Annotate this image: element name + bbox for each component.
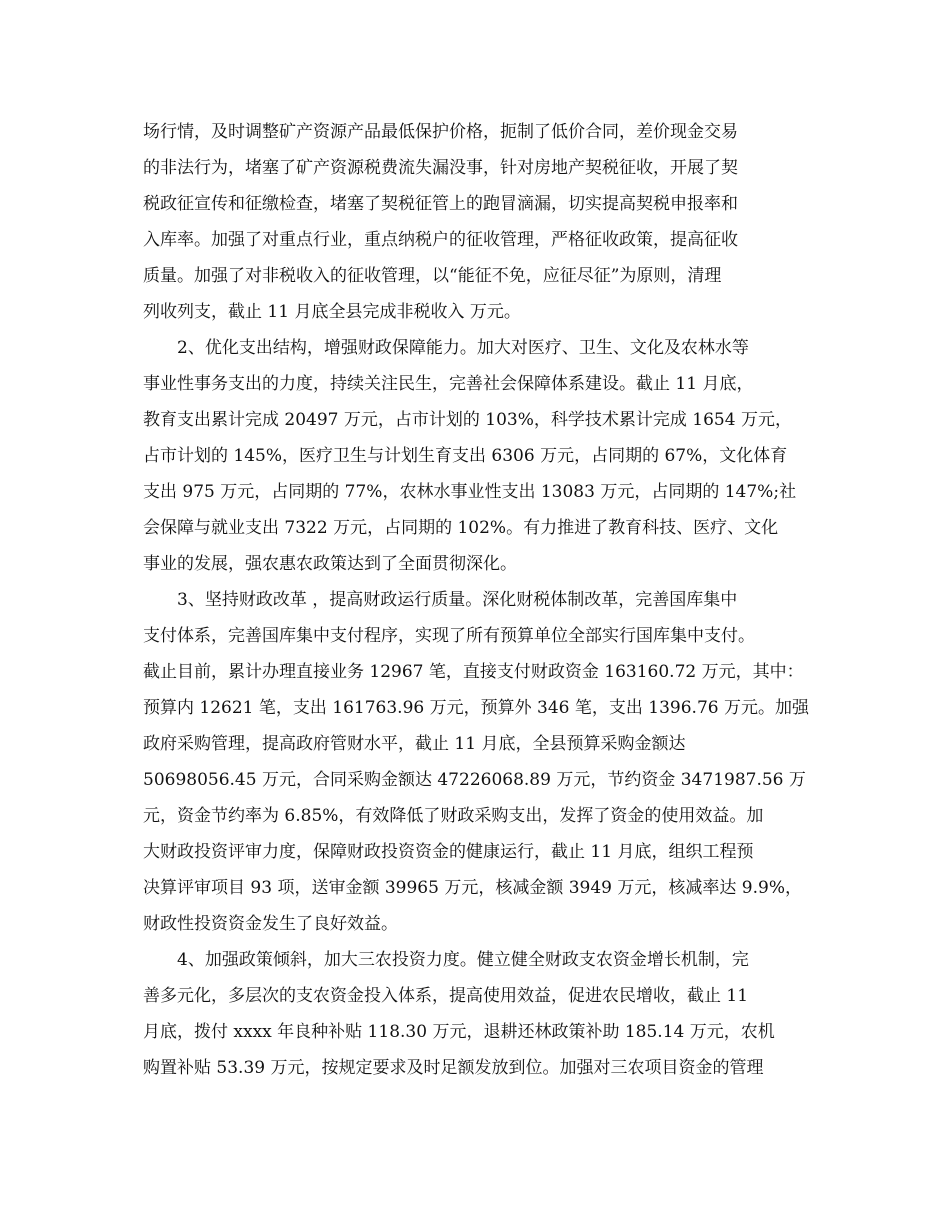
text-line: 大财政投资评审力度，保障财政投资资金的健康运行，截止 11 月底，组织工程预 xyxy=(143,842,754,862)
text-line: 50698056.45 万元，合同采购金额达 47226068.89 万元，节约资金 3471987.56 万 xyxy=(143,770,806,790)
text-line: 事业的发展，强农惠农政策达到了全面贯彻深化。 xyxy=(143,554,517,574)
text-line: 会保障与就业支出 7322 万元，占同期的 102%。有力推进了教育科技、医疗、文化 xyxy=(143,518,779,538)
text-line: 截止目前，累计办理直接业务 12967 笔，直接支付财政资金 163160.72 万元，其中： xyxy=(143,662,804,682)
paragraph xyxy=(143,582,813,942)
text-line: 月底，拨付 xxxx 年良种补贴 118.30 万元，退耕还林政策补助 185.14 万元，农机 xyxy=(143,1022,775,1042)
text-line: 支付体系，完善国库集中支付程序，实现了所有预算单位全部实行国库集中支付。 xyxy=(143,626,755,646)
text-line: 的非法行为，堵塞了矿产资源税费流失漏没事，针对房地产契税征收，开展了契 xyxy=(143,158,738,178)
text-line: 3、坚持财政改革 ，提高财政运行质量。深化财税体制改革，完善国库集中 xyxy=(177,590,738,610)
text-line: 支出 975 万元，占同期的 77%，农林水事业性支出 13083 万元，占同期的 147%;社 xyxy=(143,482,797,502)
text-line: 教育支出累计完成 20497 万元，占市计划的 103%，科学技术累计完成 1654 万元， xyxy=(143,410,792,430)
paragraph xyxy=(143,942,813,1086)
text-line: 元，资金节约率为 6.85%，有效降低了财政采购支出，发挥了资金的使用效益。加 xyxy=(143,806,764,826)
text-line: 政府采购管理，提高政府管财水平，截止 11 月底，全县预算采购金额达 xyxy=(143,734,686,754)
text-line: 善多元化，多层次的支农资金投入体系，提高使用效益，促进农民增收，截止 11 xyxy=(143,986,749,1006)
text-line: 占市计划的 145%，医疗卫生与计划生育支出 6306 万元，占同期的 67%，文化体育 xyxy=(143,446,788,466)
text-line: 列收列支，截止 11 月底全县完成非税收入 万元。 xyxy=(143,302,521,322)
text-line: 决算评审项目 93 项，送审金额 39965 万元，核减金额 3949 万元，核减率达 9.9%， xyxy=(143,878,802,898)
paragraph xyxy=(143,114,813,330)
paragraph xyxy=(143,330,813,582)
text-line: 质量。加强了对非税收入的征收管理，以“能征不免，应征尽征”为原则，清理 xyxy=(143,266,722,286)
text-line: 预算内 12621 笔，支出 161763.96 万元，预算外 346 笔，支出 1396.76 万元。加强 xyxy=(143,698,809,718)
text-line: 财政性投资资金发生了良好效益。 xyxy=(143,914,398,934)
text-line: 购置补贴 53.39 万元，按规定要求及时足额发放到位。加强对三农项目资金的管理 xyxy=(143,1058,764,1078)
document-body xyxy=(143,114,813,1086)
text-line: 2、优化支出结构，增强财政保障能力。加大对医疗、卫生、文化及农林水等 xyxy=(177,338,749,358)
text-line: 税政征宣传和征缴检查，堵塞了契税征管上的跑冒滴漏，切实提高契税申报率和 xyxy=(143,194,738,214)
text-line: 4、加强政策倾斜，加大三农投资力度。健立健全财政支农资金增长机制，完 xyxy=(177,950,749,970)
text-line: 事业性事务支出的力度，持续关注民生，完善社会保障体系建设。截止 11 月底， xyxy=(143,374,754,394)
text-line: 场行情，及时调整矿产资源产品最低保护价格，扼制了低价合同，差价现金交易 xyxy=(143,122,738,142)
text-line: 入库率。加强了对重点行业，重点纳税户的征收管理，严格征收政策，提高征收 xyxy=(143,230,738,250)
